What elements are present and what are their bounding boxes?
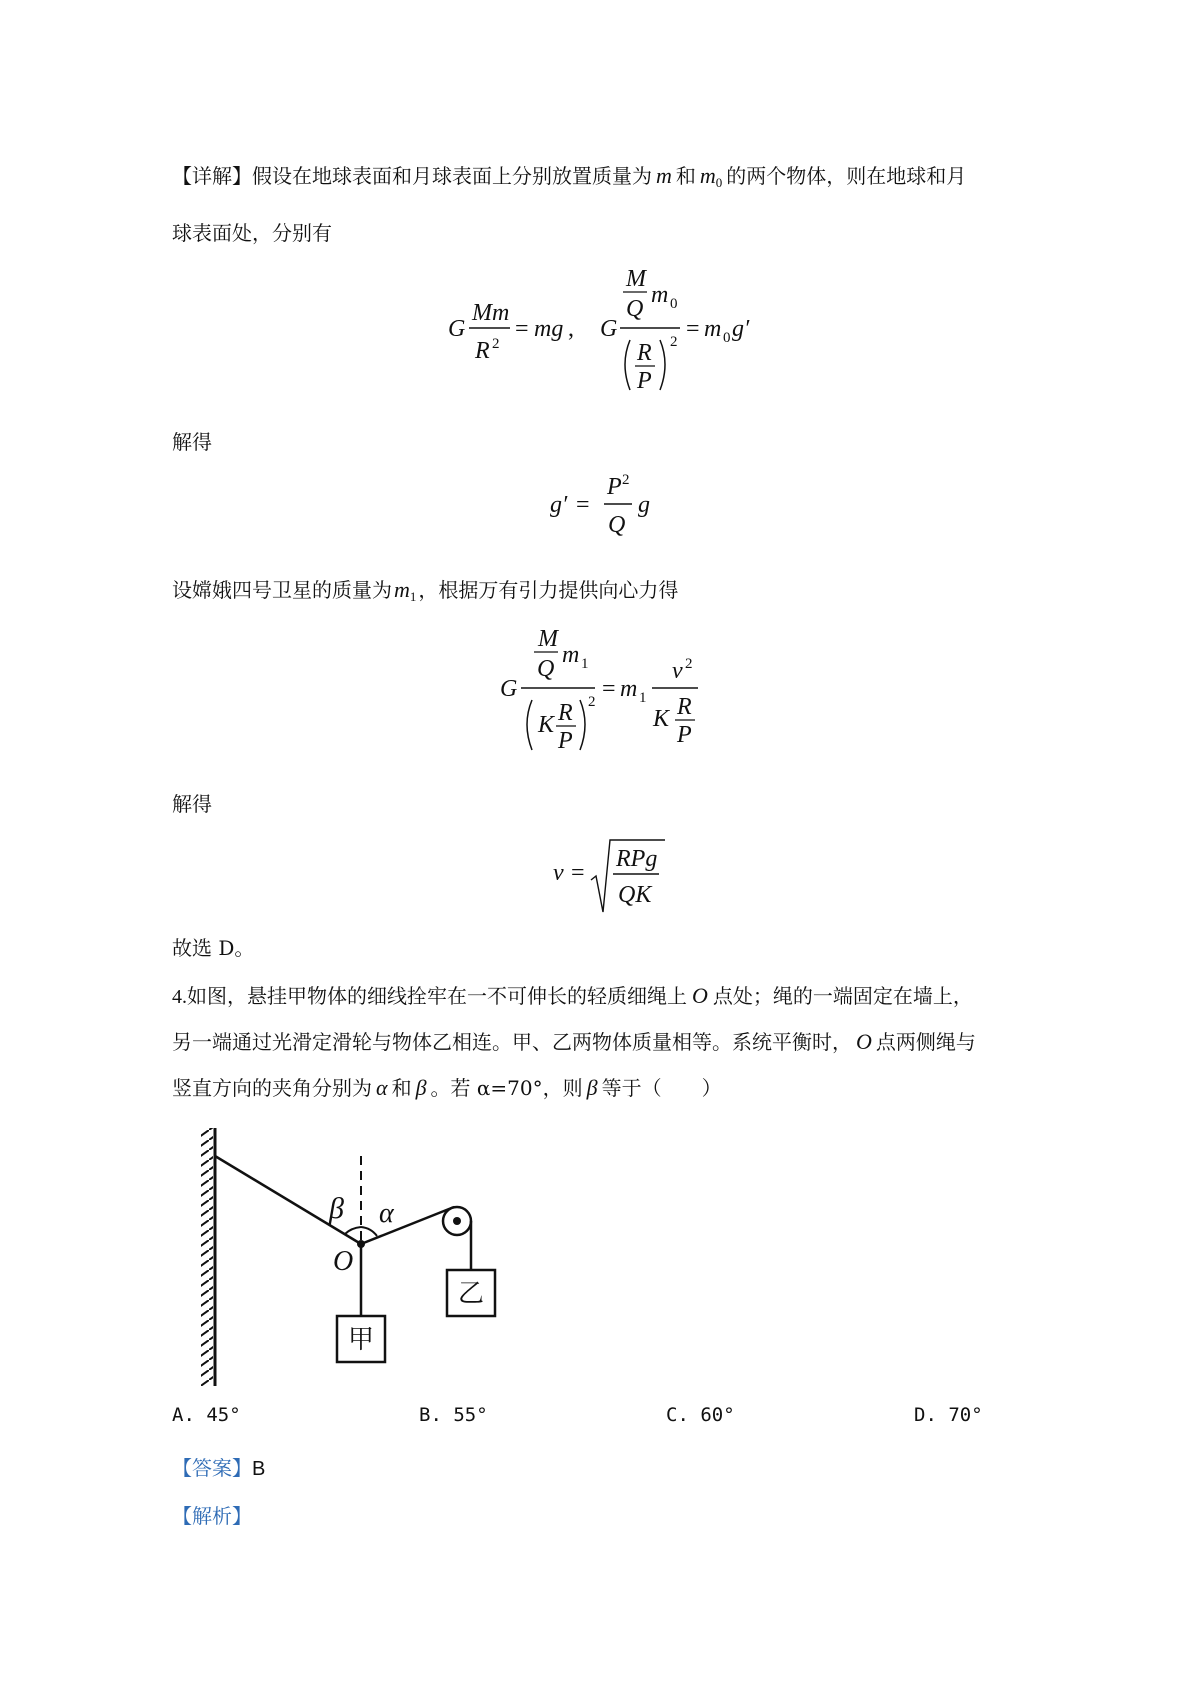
svg-text:=: = (686, 316, 700, 342)
formula-gravity-surfaces (448, 268, 778, 408)
svg-text:m: m (704, 316, 722, 342)
svg-text:R: R (637, 340, 652, 366)
svg-text:P: P (607, 474, 622, 500)
svg-text:0: 0 (670, 296, 678, 312)
label-jia: 甲 (347, 1325, 375, 1355)
question-line3: 竖直方向的夹角分别为 α 和 β 。若 α=70°，则 β 等于（ ） (172, 1075, 722, 1100)
svg-text:G: G (600, 316, 618, 342)
formula-velocity (553, 838, 673, 918)
svg-text:2: 2 (670, 334, 678, 350)
label-beta: β (329, 1192, 344, 1225)
svg-text:P: P (558, 728, 573, 754)
svg-text:g′: g′ (550, 492, 568, 518)
analysis-label: 【解析】 (172, 1504, 252, 1528)
svg-text:R: R (475, 338, 490, 364)
label-O: O (333, 1246, 354, 1277)
answer-label: 【答案】 (172, 1456, 252, 1480)
analysis-line (172, 1502, 252, 1530)
svg-text:P: P (677, 722, 692, 748)
svg-text:K: K (538, 712, 555, 738)
answer-options (172, 1404, 1072, 1434)
wall (201, 1128, 215, 1386)
option-b[interactable]: B. 55° (419, 1404, 488, 1426)
svg-text:2: 2 (492, 336, 500, 352)
satellite-paragraph: 设嫦娥四号卫星的质量为$m_1$ ，根据万有引力提供向心力得 (172, 577, 679, 604)
formula-g-prime (550, 470, 670, 550)
question-line2: 另一端通过光滑定滑轮与物体乙相连。甲、乙两物体质量相等。系统平衡时， O 点两侧绳与 (172, 1029, 976, 1054)
svg-text:2: 2 (685, 656, 693, 672)
svg-text:=: = (515, 316, 529, 342)
svg-text:RPg: RPg (616, 846, 658, 872)
svg-text:m: m (562, 642, 580, 668)
svg-text:1: 1 (581, 656, 589, 672)
svg-text:2: 2 (588, 694, 596, 710)
svg-text:M: M (626, 266, 646, 292)
answer-line (172, 1454, 265, 1483)
svg-text:R: R (677, 694, 692, 720)
option-a[interactable]: A. 45° (172, 1404, 241, 1426)
pulley-icon (443, 1207, 471, 1235)
detail-paragraph-line1: 【详解】假设在地球表面和月球表面上分别放置质量为 m 和 $m_0$ 的两个物体，则在地球和月 (172, 163, 967, 190)
formula-centripetal (500, 628, 720, 768)
svg-text:=: = (571, 860, 585, 886)
svg-text:G: G (500, 676, 518, 702)
svg-text:mg: mg (534, 316, 564, 342)
rope-right (361, 1207, 454, 1244)
detail-paragraph-line2: 球表面处，分别有 (172, 221, 332, 245)
svg-text:m: m (651, 282, 669, 308)
svg-text:0: 0 (723, 330, 731, 346)
answer-value: B (252, 1458, 266, 1480)
svg-text:,: , (568, 316, 574, 342)
svg-text:1: 1 (639, 690, 647, 706)
option-c[interactable]: C. 60° (666, 1404, 735, 1426)
svg-text:2: 2 (622, 472, 630, 488)
svg-text:K: K (653, 706, 670, 732)
svg-text:=: = (602, 676, 616, 702)
svg-text:P: P (637, 368, 652, 394)
solve-label-1: 解得 (172, 430, 212, 454)
svg-text:=: = (576, 492, 590, 518)
solve-label-2: 解得 (172, 792, 212, 816)
svg-text:m: m (620, 676, 638, 702)
svg-text:Q: Q (608, 512, 626, 538)
svg-text:M: M (538, 626, 558, 652)
option-d[interactable]: D. 70° (914, 1404, 983, 1426)
svg-text:g′: g′ (732, 316, 750, 342)
svg-text:Q: Q (626, 296, 644, 322)
svg-text:G: G (448, 316, 466, 342)
svg-text:QK: QK (618, 882, 652, 908)
label-yi: 乙 (457, 1279, 485, 1309)
conclusion: 故选 D。 (172, 936, 255, 960)
pulley-diagram (195, 1120, 515, 1394)
svg-text:R: R (558, 700, 573, 726)
label-alpha: α (379, 1198, 394, 1229)
svg-text:g: g (638, 492, 650, 518)
svg-text:Mm: Mm (472, 300, 510, 326)
svg-text:v: v (553, 860, 564, 886)
angle-arc-alpha (361, 1227, 377, 1236)
svg-text:v: v (672, 658, 683, 684)
svg-text:Q: Q (537, 656, 555, 682)
question-line1: 4.如图，悬挂甲物体的细线拴牢在一不可伸长的轻质细绳上 O 点处；绳的一端固定在墙上， (172, 983, 973, 1008)
angle-arc-beta (345, 1227, 361, 1234)
detail-label: 【详解】 (172, 164, 252, 188)
